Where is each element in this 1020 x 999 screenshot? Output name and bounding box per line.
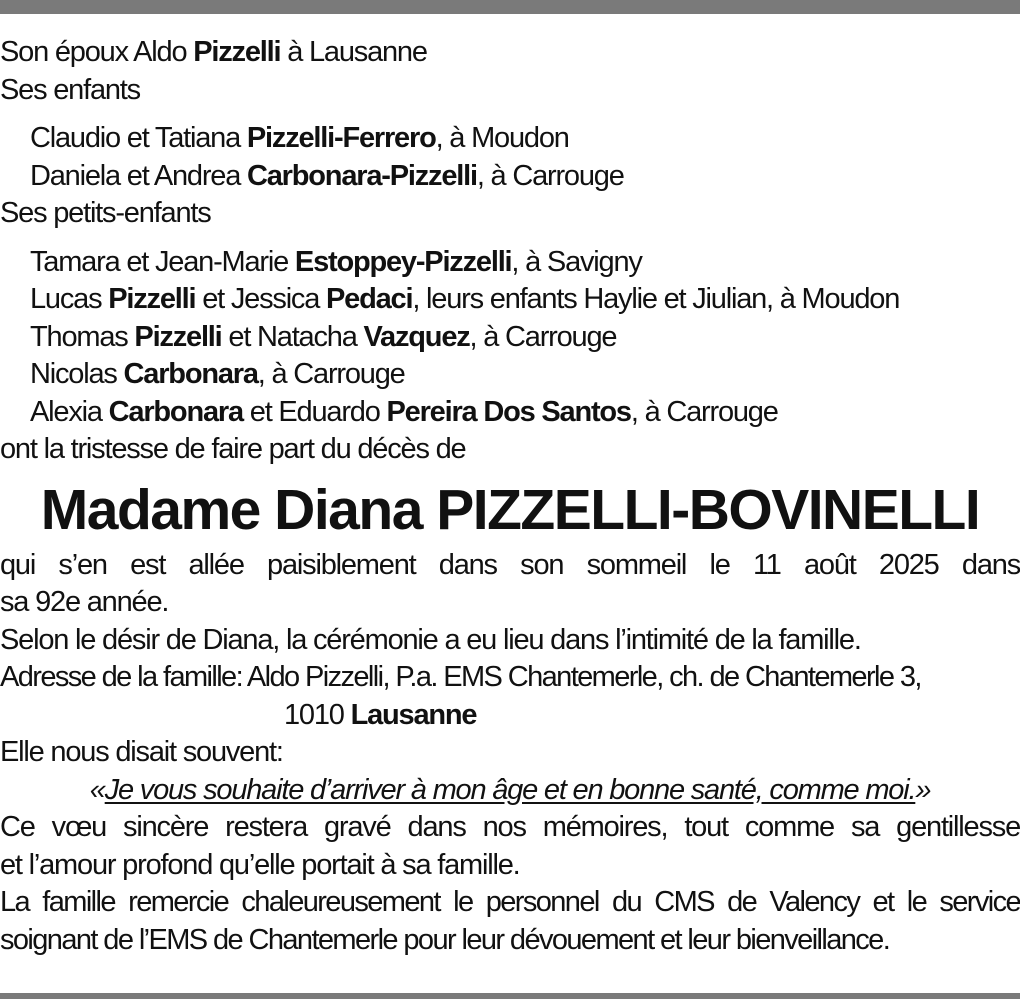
grandchild-line: Thomas Pizzelli et Natacha Vazquez, à Carrouge [30,320,617,353]
family-address: Adresse de la famille: Aldo Pizzelli, P.a. EMS Chantemerle, ch. de Chantemerle 3, [0,661,921,693]
obituary-notice [0,34,1020,959]
child-line: Daniela et Andrea Carbonara-Pizzelli, à Carrouge [30,159,624,192]
spouse-place: à Lausanne [280,36,427,68]
grandchild-line: Alexia Carbonara et Eduardo Pereira Dos Santos, à Carrouge [30,395,778,428]
wish-line-2: et l’amour profond qu’elle portait à sa famille. [0,848,520,881]
bottom-rule [0,993,1020,999]
thanks-line-2: soignant de l’EMS de Chantemerle pour leur dévouement et leur bienveillance. [0,923,890,956]
announcement: ont la tristesse de faire part du décès de [0,433,466,465]
top-rule [0,0,1020,14]
passing-line-2: sa 92e année. [0,586,169,618]
spouse-line [0,34,1020,72]
children-heading: Ses enfants [0,73,140,106]
wish-line-1: Ce vœu sincère restera gravé dans nos mémoires, tout comme sa gentillesse [0,811,1020,843]
spouse-surname: Pizzelli [193,36,281,68]
quote-text: Je vous souhaite d’arriver à mon âge et en bonne santé, comme moi. [104,773,916,806]
ceremony-text: Selon le désir de Diana, la cérémonie a eu lieu dans l’intimité de la famille. [0,623,861,656]
child-line: Claudio et Tatiana Pizzelli-Ferrero, à Moudon [30,122,569,154]
quote: «Je vous souhaite d’arriver à mon âge et en bonne santé, comme moi.» [89,773,931,806]
passing-line-1: qui s’en est allée paisiblement dans son sommeil le 11 août 2025 dans [0,548,1020,581]
grandchild-line: Nicolas Carbonara, à Carrouge [30,358,405,390]
spouse-text: Son époux Aldo [0,36,194,68]
grandchild-line: Lucas Pizzelli et Jessica Pedaci, leurs enfants Haylie et Jiulian, à Moudon [30,283,900,315]
deceased-name: Madame Diana PIZZELLI-BOVINELLI [40,477,980,542]
family-address-city: 1010 Lausanne [284,698,477,731]
saying-intro: Elle nous disait souvent: [0,736,283,768]
thanks-line-1: La famille remercie chaleureusement le personnel du CMS de Valency et le service [0,886,1020,918]
grandchildren-heading: Ses petits-enfants [0,197,211,229]
grandchild-line: Tamara et Jean-Marie Estoppey-Pizzelli, à Savigny [30,245,642,278]
